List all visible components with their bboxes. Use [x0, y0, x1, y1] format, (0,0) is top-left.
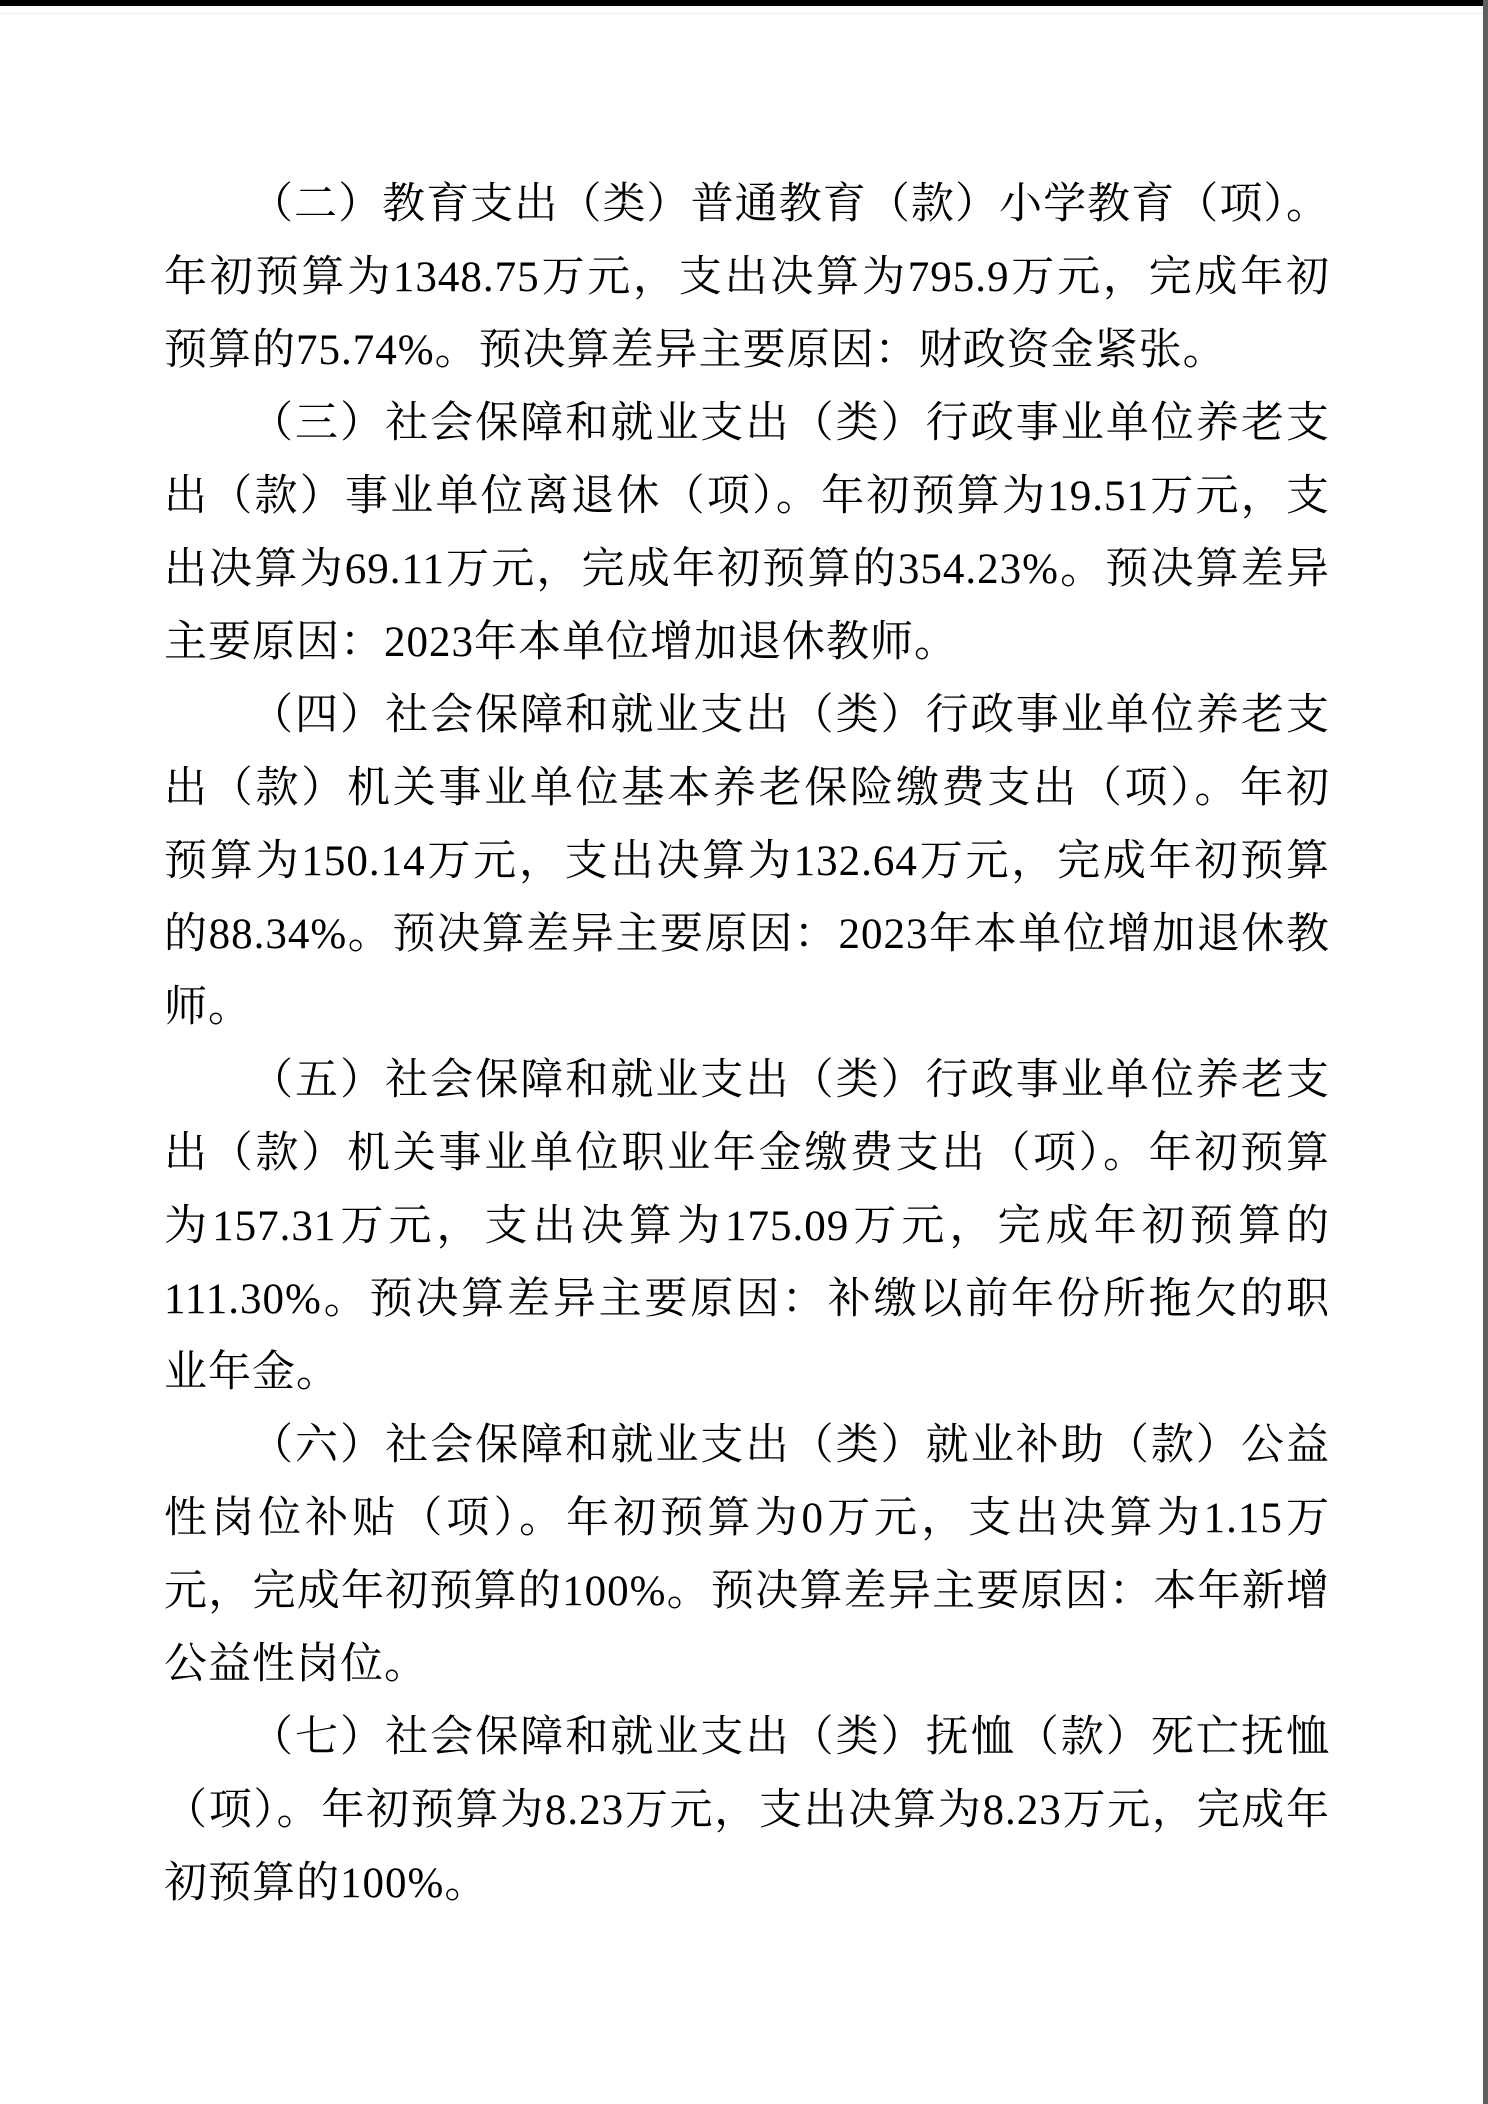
document-body	[164, 168, 1330, 1920]
paragraph-social-security-employment-subsidy: （六）社会保障和就业支出（类）就业补助（款）公益性岗位补贴（项）。年初预算为0万元，支出决算为1.15万元，完成年初预算的100%。预决算差异主要原因：本年新增公益性岗位。	[164, 1422, 1330, 1688]
page-top-border	[0, 0, 1488, 6]
paragraph-social-security-death-pension: （七）社会保障和就业支出（类）抚恤（款）死亡抚恤（项）。年初预算为8.23万元，支出决算为8.23万元，完成年初预算的100%。	[164, 1714, 1330, 1907]
paragraph-social-security-basic-pension: （四）社会保障和就业支出（类）行政事业单位养老支出（款）机关事业单位基本养老保险缴费支出（项）。年初预算为150.14万元，支出决算为132.64万元，完成年初预算的88.34%。预决算差异主要原因：2023年本单位增加退休教师。	[164, 692, 1330, 1031]
page-top-hairline	[0, 13, 1488, 14]
paragraph-education-expenditure: （二）教育支出（类）普通教育（款）小学教育（项）。年初预算为1348.75万元，支出决算为795.9万元，完成年初预算的75.74%。预决算差异主要原因：财政资金紧张。	[164, 181, 1330, 374]
paragraph-social-security-retirement: （三）社会保障和就业支出（类）行政事业单位养老支出（款）事业单位离退休（项）。年初预算为19.51万元，支出决算为69.11万元，完成年初预算的354.23%。预决算差异主要原因：2023年本单位增加退休教师。	[164, 400, 1330, 666]
page-right-border	[1483, 0, 1488, 2104]
paragraph-social-security-occupational-annuity: （五）社会保障和就业支出（类）行政事业单位养老支出（款）机关事业单位职业年金缴费支出（项）。年初预算为157.31万元，支出决算为175.09万元，完成年初预算的111.30%。预决算差异主要原因：补缴以前年份所拖欠的职业年金。	[164, 1057, 1330, 1396]
